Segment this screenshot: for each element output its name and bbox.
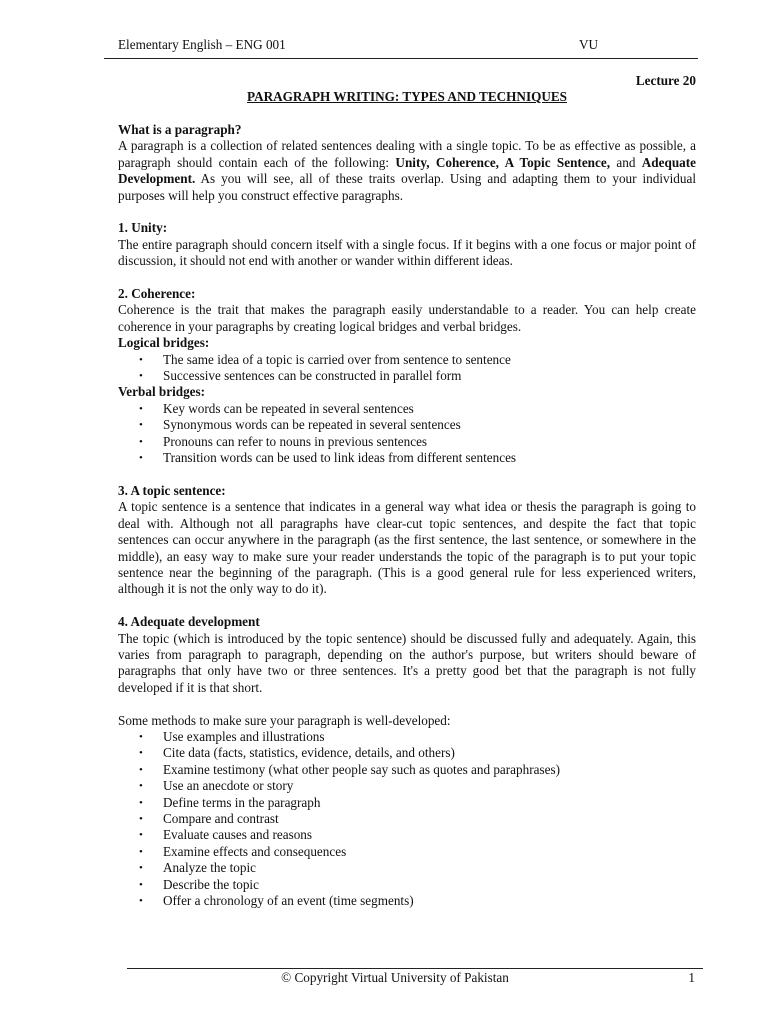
list-item: • Key words can be repeated in several sentences xyxy=(118,401,696,417)
methods-list xyxy=(118,729,696,909)
list-item: • Describe the topic xyxy=(118,877,696,893)
section-development xyxy=(118,614,696,696)
lecture-number: Lecture 20 xyxy=(635,73,696,88)
section-intro xyxy=(118,122,696,204)
list-item: • The same idea of a topic is carried over from sentence to sentence xyxy=(118,352,696,368)
section-text: A topic sentence is a sentence that indicates in a general way what idea or thesis the paragraph is going to deal with. Although not all paragraphs have clear-cut topic sentences, and despite the fact that topic sentences can occur anywhere in the paragraph (as the first sentence, the last sentence, or somewhere in the middle), an easy way to make sure your reader understands the topic of the paragraph is to put your topic sentence near the beginning of the paragraph. (This is a good general rule for less experienced writers, although it is not the only way to do it). xyxy=(118,499,696,597)
list-item: • Examine effects and consequences xyxy=(118,844,696,860)
text-run: A paragraph is a collection of related sentences dealing with a single topic. To be as effective as possible, a paragraph should contain each of the following: xyxy=(118,138,696,170)
header-rule xyxy=(104,58,698,59)
sub-heading: Verbal bridges: xyxy=(118,384,206,400)
section-heading: 2. Coherence: xyxy=(118,286,196,302)
methods-intro: Some methods to make sure your paragraph is well-developed: xyxy=(118,712,451,728)
bold-run: Unity, Coherence, A Topic Sentence, xyxy=(395,154,611,170)
page-title: PARAGRAPH WRITING: TYPES AND TECHNIQUES xyxy=(247,89,567,104)
section-coherence xyxy=(118,286,696,466)
list-item: • Synonymous words can be repeated in several sentences xyxy=(118,417,696,433)
section-text: The topic (which is introduced by the topic sentence) should be discussed fully and adequately. Again, this varies from paragraph to paragraph, depending on the author's purpose, but writers should beware of paragraphs that only have two or three sentences. It's a pretty good bet that the paragraph is not fully developed if it is that short. xyxy=(118,630,696,695)
section-text: Coherence is the trait that makes the paragraph easily understandable to a reader. You can help create coherence in your paragraphs by creating logical bridges and verbal bridges. xyxy=(118,302,696,334)
section-text: The entire paragraph should concern itself with a single focus. If it begins with a one focus or major point of discussion, it should not end with another or wander within different ideas. xyxy=(118,236,696,269)
list-item: • Pronouns can refer to nouns in previous sentences xyxy=(118,434,696,450)
copyright-notice: © Copyright Virtual University of Pakistan xyxy=(281,970,509,985)
section-text xyxy=(118,138,696,204)
list-item: • Define terms in the paragraph xyxy=(118,795,696,811)
verbal-bridges-list xyxy=(118,401,696,467)
list-item: • Successive sentences can be constructed in parallel form xyxy=(118,368,696,384)
logical-bridges-list xyxy=(118,352,696,385)
section-heading: What is a paragraph? xyxy=(118,122,242,137)
document-body xyxy=(118,122,696,909)
list-item: • Transition words can be used to link ideas from different sentences xyxy=(118,450,696,466)
institution-name: VU xyxy=(579,37,599,52)
page-number: 1 xyxy=(688,970,695,985)
section-methods xyxy=(118,713,696,910)
footer-rule xyxy=(127,968,703,969)
text-run: and xyxy=(610,154,642,170)
section-heading: 4. Adequate development xyxy=(118,614,260,630)
sub-heading: Logical bridges: xyxy=(118,335,210,351)
section-heading: 3. A topic sentence: xyxy=(118,482,226,498)
text-run: As you will see, all of these traits overlap. Using and adapting them to your individual purposes will help you construct effective paragraphs. xyxy=(118,171,696,203)
bold-run: Adequate Development. xyxy=(118,154,696,187)
section-topic-sentence xyxy=(118,483,696,598)
page-header xyxy=(118,37,698,57)
section-unity xyxy=(118,220,696,269)
section-heading: 1. Unity: xyxy=(118,220,168,236)
list-item: • Use an anecdote or story xyxy=(118,778,696,794)
course-title: Elementary English – ENG 001 xyxy=(118,37,286,52)
list-item: • Analyze the topic xyxy=(118,860,696,876)
list-item: • Cite data (facts, statistics, evidence, details, and others) xyxy=(118,745,696,761)
list-item: • Offer a chronology of an event (time segments) xyxy=(118,893,696,909)
list-item: • Compare and contrast xyxy=(118,811,696,827)
list-item: • Use examples and illustrations xyxy=(118,729,696,745)
list-item: • Evaluate causes and reasons xyxy=(118,827,696,843)
page-footer xyxy=(127,970,703,988)
list-item: • Examine testimony (what other people say such as quotes and paraphrases) xyxy=(118,762,696,778)
